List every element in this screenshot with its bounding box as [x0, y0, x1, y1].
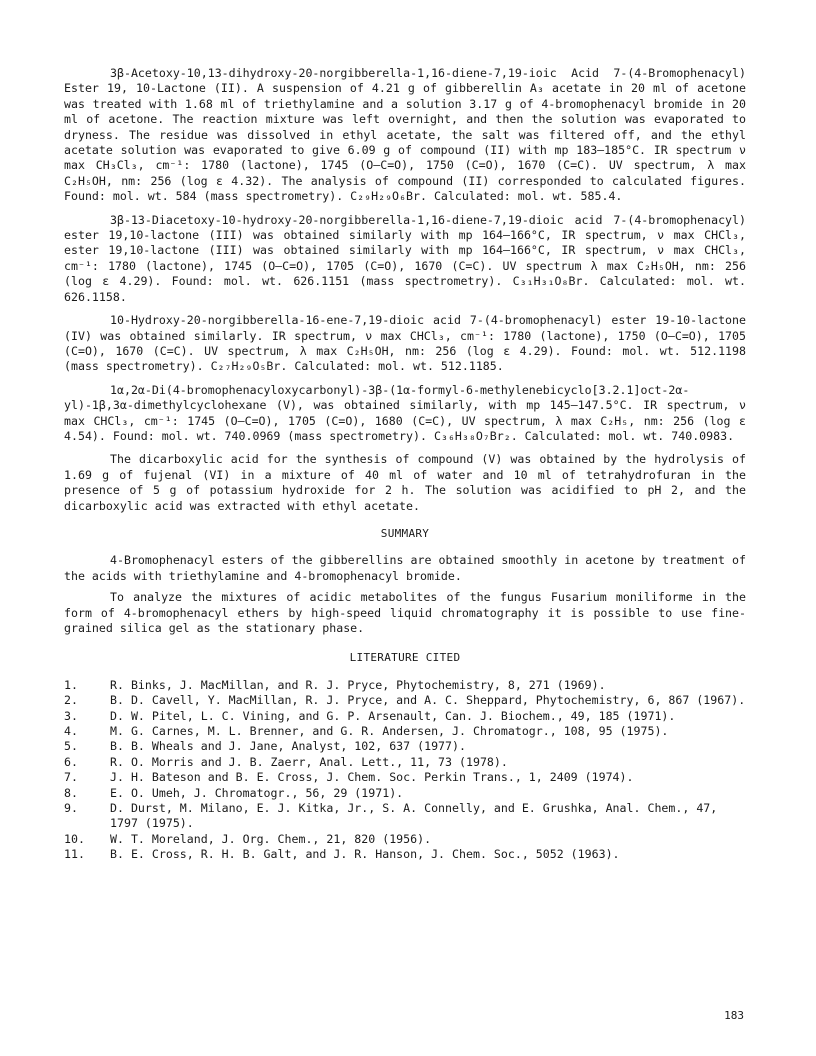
reference-text: D. Durst, M. Milano, E. J. Kitka, Jr., S. A. Connelly, and E. Grushka, Anal. Chem., 47, 1797 (1975).: [110, 801, 718, 831]
reference-number: 3.: [64, 708, 78, 723]
reference-item: [64, 755, 746, 770]
page-number: 183: [724, 1009, 744, 1022]
reference-number: 11.: [64, 847, 85, 862]
main-text: [64, 66, 746, 863]
reference-number: 1.: [64, 677, 78, 692]
summary-heading: SUMMARY: [380, 526, 430, 540]
reference-text: M. G. Carnes, M. L. Brenner, and G. R. Andersen, J. Chromatogr., 108, 95 (1975).: [110, 724, 669, 739]
paragraph-compound-v: 1α,2α-Di(4-bromophenacyloxycarbonyl)-3β-(1α-formyl-6-methylenebicyclo[3.2.1]oct-2α-yl)-1β,3α-dimethylcyclohexane (V), was obtained similarly, with mp 145–147.5°C. IR spectrum, ν max CHCl₃, cm⁻¹: 1745 (O–C=O), 1705 (C=O), 1680 (C=C), UV spectrum, λ max C₂H₅, nm: 256 (log ε 4.54). Found: mol. wt. 740.0969 (mass spectrometry). C₃₆H₃₈O₇Br₂. Calculated: mol. wt. 740.0983.: [64, 382, 746, 443]
reference-number: 6.: [64, 754, 78, 769]
reference-text: B. E. Cross, R. H. B. Galt, and J. R. Hanson, J. Chem. Soc., 5052 (1963).: [110, 847, 620, 862]
reference-text: B. B. Wheals and J. Jane, Analyst, 102, 637 (1977).: [110, 739, 466, 754]
reference-item: [64, 709, 746, 724]
reference-number: 10.: [64, 831, 85, 846]
reference-item: [64, 786, 746, 801]
reference-number: 2.: [64, 693, 78, 708]
reference-item: [64, 724, 746, 739]
reference-number: 5.: [64, 739, 78, 754]
summary-paragraph: To analyze the mixtures of acidic metabolites of the fungus Fusarium moniliforme in the form of 4-bromophenacyl ethers by high-speed liquid chromatography it is possible to use fine-grained silica gel as the stationary phase.: [64, 590, 746, 635]
reference-number: 4.: [64, 724, 78, 739]
reference-item: [64, 770, 746, 785]
reference-list: [64, 678, 746, 863]
reference-item: [64, 832, 746, 847]
reference-text: R. Binks, J. MacMillan, and R. J. Pryce, Phytochemistry, 8, 271 (1969).: [110, 677, 606, 692]
reference-item: [64, 693, 746, 708]
reference-text: J. H. Bateson and B. E. Cross, J. Chem. Soc. Perkin Trans., 1, 2409 (1974).: [110, 770, 634, 785]
reference-item: [64, 678, 746, 693]
reference-text: B. D. Cavell, Y. MacMillan, R. J. Pryce, and A. C. Sheppard, Phytochemistry, 6, 867 (1967).: [110, 693, 746, 708]
literature-heading: LITERATURE CITED: [349, 651, 461, 665]
reference-item: [64, 739, 746, 754]
paragraph-dicarboxylic-acid: The dicarboxylic acid for the synthesis of compound (V) was obtained by the hydrolysis of 1.69 g of fujenal (VI) in a mixture of 40 ml of water and 10 ml of tetrahydrofuran in the presence of 5 g of potassium hydroxide for 2 h. The solution was acidified to pH 2, and the dicarboxylic acid was extracted with ethyl acetate.: [64, 452, 746, 513]
reference-item: [64, 847, 746, 862]
paragraph-compound-ii: 3β-Acetoxy-10,13-dihydroxy-20-norgibberella-1,16-diene-7,19-ioic Acid 7-(4-Bromophenacyl) Ester 19, 10-Lactone (II). A suspension of 4.21 g of gibberellin A₃ acetate in 20 ml of acetone was treated with 1.68 ml of triethylamine and a solution 3.17 g of 4-bromophenacyl bromide in 20 ml of acetone. The reaction mixture was left overnight, and then the solution was evaporated to dryness. The residue was dissolved in ethyl acetate, the salt was filtered off, and the ethyl acetate solution was evaporated to give 6.09 g of compound (II) with mp 183–185°C. IR spectrum ν max CH₃Cl₃, cm⁻¹: 1780 (lactone), 1745 (O–C=O), 1750 (C=O), 1670 (C=C). UV spectrum, λ max C₂H₅OH, nm: 256 (log ε 4.32). The analysis of compound (II) corresponded to calculated figures. Found: mol. wt. 584 (mass spectrometry). C₂₉H₂₉O₆Br. Calculated: mol. wt. 585.4.: [64, 66, 746, 204]
reference-text: E. O. Umeh, J. Chromatogr., 56, 29 (1971).: [110, 785, 404, 800]
reference-item: [64, 801, 746, 832]
reference-text: D. W. Pitel, L. C. Vining, and G. P. Arsenault, Can. J. Biochem., 49, 185 (1971).: [110, 708, 676, 723]
summary-paragraph: 4-Bromophenacyl esters of the gibberellins are obtained smoothly in acetone by treatment of the acids with triethylamine and 4-bromophenacyl bromide.: [64, 553, 746, 583]
reference-number: 9.: [64, 801, 78, 816]
reference-text: R. O. Morris and J. B. Zaerr, Anal. Lett., 11, 73 (1978).: [110, 754, 508, 769]
reference-number: 7.: [64, 770, 78, 785]
paragraph-compound-iv: 10-Hydroxy-20-norgibberella-16-ene-7,19-dioic acid 7-(4-bromophenacyl) ester 19-10-lactone (IV) was obtained similarly. IR spectrum, ν max CHCl₃, cm⁻¹: 1780 (lactone), 1750 (O–C=O), 1705 (C=O), 1670 (C=C). UV spectrum, λ max C₂H₅OH, nm: 256 (log ε 4.29). Found: mol. wt. 512.1198 (mass spectrometry). C₂₇H₂₉O₅Br. Calculated: mol. wt. 512.1185.: [64, 313, 746, 374]
paragraph-compound-iii: 3β-13-Diacetoxy-10-hydroxy-20-norgibberella-1,16-diene-7,19-dioic acid 7-(4-bromophenacyl) ester 19,10-lactone (III) was obtained similarly with mp 164–166°C, IR spectrum, ν max CHCl₃, ester 19,10-lactone (III) was obtained similarly with mp 164–166°C, IR spectrum, ν max CHCl₃, cm⁻¹: 1780 (lactone), 1745 (O–C=O), 1705 (C=O), 1670 (C=C). UV spectrum λ max C₂H₅OH, nm: 256 (log ε 4.29). Found: mol. wt. 626.1151 (mass spectrometry). C₃₁H₃₁O₈Br. Calculated: mol. wt. 626.1158.: [64, 212, 746, 304]
reference-text: W. T. Moreland, J. Org. Chem., 21, 820 (1956).: [110, 831, 432, 846]
reference-number: 8.: [64, 785, 78, 800]
